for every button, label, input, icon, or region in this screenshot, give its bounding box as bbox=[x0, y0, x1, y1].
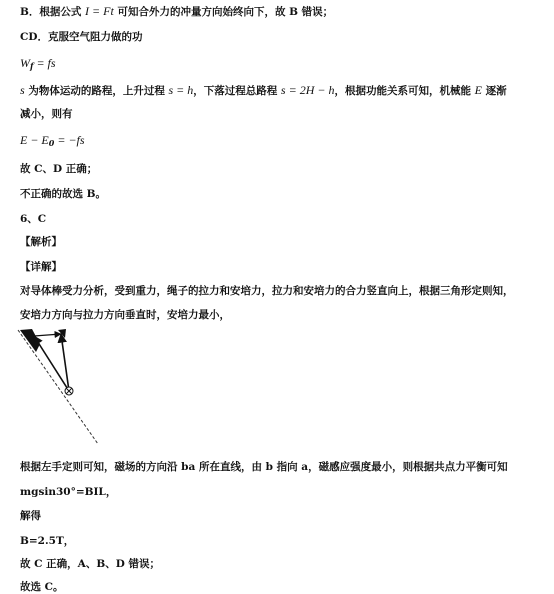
line-answer-b: 不正确的故选 B。 bbox=[20, 188, 107, 200]
line-decrease: 减小，则有 bbox=[20, 108, 73, 120]
question-number: 6、C bbox=[20, 213, 47, 225]
text: 为物体运动的路程，上升过程 bbox=[24, 85, 169, 97]
line-cd-heading: CD．克服空气阻力做的功 bbox=[20, 31, 143, 43]
section-detail: 【详解】 bbox=[20, 261, 62, 273]
text: 可知合外力的冲量方向始终向下，故 B 错误； bbox=[113, 6, 334, 18]
force-diagram bbox=[14, 326, 106, 450]
line-c-correct: 故 C 正确，A、B、D 错误； bbox=[20, 558, 160, 570]
paragraph-force-analysis: 对导体棒受力分析，受到重力，绳子的拉力和安培力，拉力和安培力的合力竖直向上，根据三角形定则知， bbox=[20, 285, 514, 297]
formula-rest: = fs bbox=[33, 56, 56, 70]
formula-down: s = 2H − h bbox=[280, 83, 335, 97]
formula-rest: = −fs bbox=[54, 133, 85, 147]
formula-energy bbox=[20, 133, 85, 150]
result-b: B=2.5T， bbox=[20, 535, 75, 547]
formula-impulse: I = Ft bbox=[85, 4, 114, 18]
subscript-0: 0 bbox=[48, 138, 55, 148]
dashed-line-ba bbox=[18, 330, 98, 444]
section-analysis: 【解析】 bbox=[20, 236, 62, 248]
formula-up: s = h bbox=[168, 83, 194, 97]
formula-e: E − E bbox=[20, 133, 49, 147]
ampere-force-arrow bbox=[34, 334, 61, 336]
paragraph-min-force: 安培力方向与拉力方向垂直时，安培力最小， bbox=[20, 309, 230, 321]
tension-force-arrow bbox=[34, 336, 69, 391]
equation-balance: mgsin30°=BIL， bbox=[20, 486, 117, 498]
line-cd-correct: 故 C、D 正确； bbox=[20, 163, 98, 175]
line-path-description bbox=[20, 83, 507, 98]
paragraph-left-hand-rule: 根据左手定则可知，磁场的方向沿 ba 所在直线，由 b 指向 a，磁感应强度最小，则根据共点力平衡可知 bbox=[20, 461, 508, 473]
resultant-force-arrow bbox=[61, 334, 69, 391]
text: ，根据功能关系可知，机械能 bbox=[334, 85, 475, 97]
line-b-impulse bbox=[20, 4, 333, 19]
symbol-s: s bbox=[20, 83, 25, 97]
formula-work bbox=[20, 56, 56, 73]
text: ，下落过程总路程 bbox=[193, 85, 281, 97]
text: 逐渐 bbox=[481, 85, 507, 97]
symbol-e: E bbox=[474, 83, 482, 97]
text: B．根据公式 bbox=[20, 6, 86, 18]
symbol-w: W bbox=[20, 56, 30, 70]
line-solve: 解得 bbox=[20, 510, 41, 522]
subscript-f: f bbox=[30, 61, 34, 71]
final-answer: 故选 C。 bbox=[20, 581, 64, 593]
